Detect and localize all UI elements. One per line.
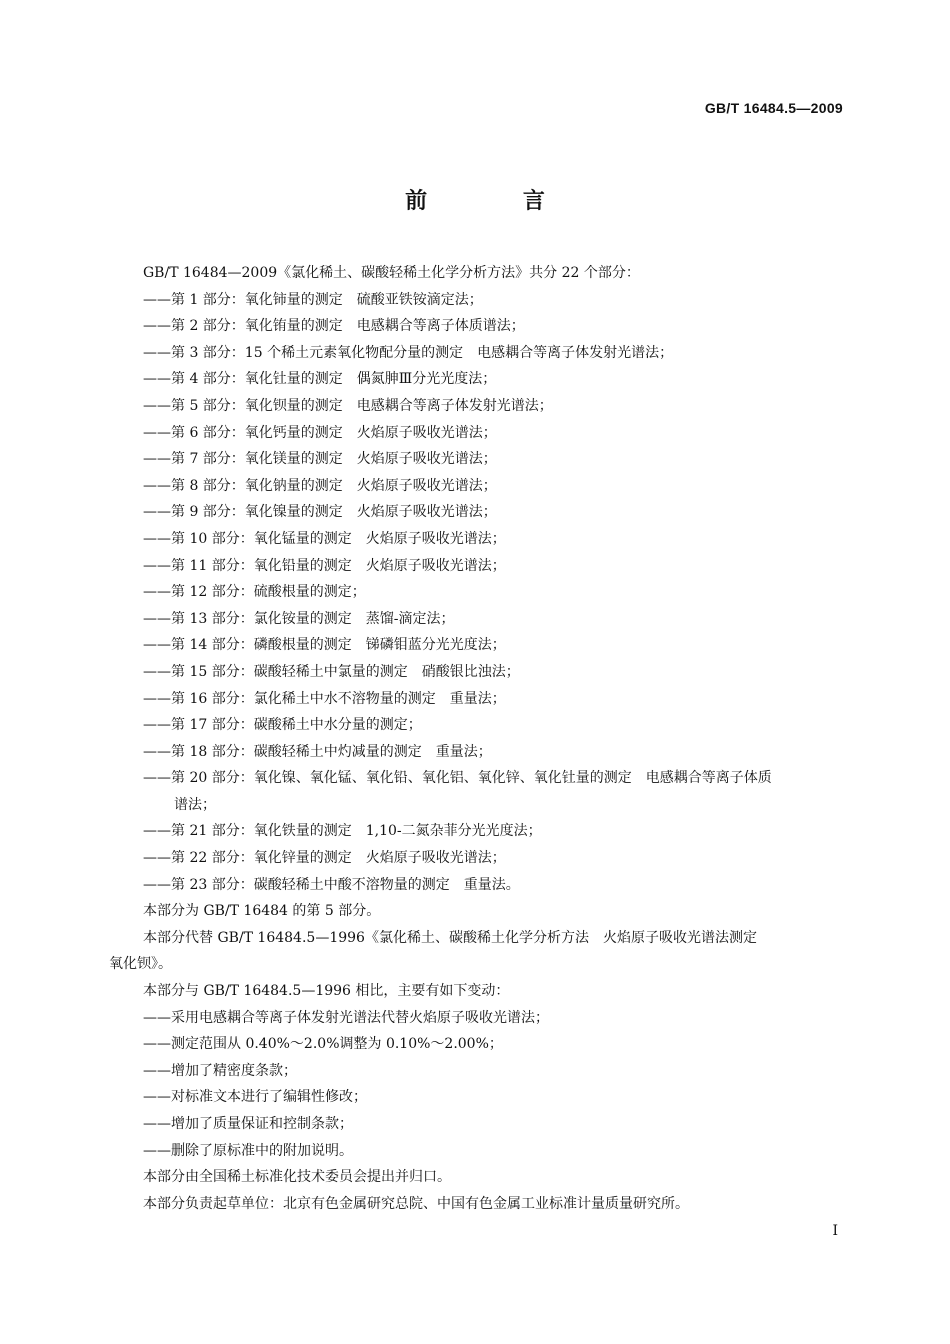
part-item: ——第 10 部分：氧化锰量的测定 火焰原子吸收光谱法； xyxy=(143,530,506,547)
part-item: ——第 8 部分：氧化钠量的测定 火焰原子吸收光谱法； xyxy=(143,477,497,494)
part-item: ——第 21 部分：氧化铁量的测定 1,10-二氮杂菲分光光度法； xyxy=(143,823,542,840)
part-item: ——第 13 部分：氯化铵量的测定 蒸馏-滴定法； xyxy=(143,610,455,627)
replaces-paragraph-continuation: 氧化钡》。 xyxy=(109,956,172,973)
part-item: ——第 2 部分：氧化铕量的测定 电感耦合等离子体质谱法； xyxy=(143,318,525,335)
part-item: ——第 16 部分：氯化稀土中水不溶物量的测定 重量法； xyxy=(143,690,506,707)
document-body xyxy=(109,260,844,1217)
part-item: ——第 7 部分：氧化镁量的测定 火焰原子吸收光谱法； xyxy=(143,451,497,468)
part-item: ——第 6 部分：氧化钙量的测定 火焰原子吸收光谱法； xyxy=(143,424,497,441)
part-item: ——第 17 部分：碳酸稀土中水分量的测定； xyxy=(143,717,422,734)
change-item: ——测定范围从 0.40%～2.0%调整为 0.10%～2.00%； xyxy=(143,1036,503,1053)
part-item: ——第 9 部分：氧化镍量的测定 火焰原子吸收光谱法； xyxy=(143,504,497,521)
change-item: ——删除了原标准中的附加说明。 xyxy=(143,1142,353,1159)
part-item: ——第 5 部分：氧化钡量的测定 电感耦合等离子体发射光谱法； xyxy=(143,397,553,414)
change-item: ——增加了质量保证和控制条款； xyxy=(143,1116,353,1132)
change-item: ——增加了精密度条款； xyxy=(143,1062,297,1079)
part-item: ——第 12 部分：硫酸根量的测定； xyxy=(143,584,366,601)
part-item: ——第 23 部分：碳酸轻稀土中酸不溶物量的测定 重量法。 xyxy=(143,876,520,893)
drafted-by: 本部分负责起草单位：北京有色金属研究总院、中国有色金属工业标准计量质量研究所。 xyxy=(143,1195,689,1212)
part-item: ——第 11 部分：氧化铅量的测定 火焰原子吸收光谱法； xyxy=(143,557,506,574)
page-title: 前 言 xyxy=(405,189,589,214)
part-item: ——第 1 部分：氧化铈量的测定 硫酸亚铁铵滴定法； xyxy=(143,291,483,308)
intro-paragraph: GB/T 16484—2009《氯化稀土、碳酸轻稀土化学分析方法》共分 22 个部分： xyxy=(143,265,640,281)
part-item: ——第 20 部分：氧化镍、氧化锰、氧化铅、氧化铝、氧化锌、氧化钍量的测定 电感耦合等离子体质 xyxy=(143,770,772,787)
changes-intro: 本部分与 GB/T 16484.5—1996 相比，主要有如下变动： xyxy=(143,983,510,1000)
part-item: ——第 3 部分：15 个稀土元素氧化物配分量的测定 电感耦合等离子体发射光谱法； xyxy=(143,344,674,361)
part-item-continuation: 谱法； xyxy=(174,796,216,813)
change-item: ——采用电感耦合等离子体发射光谱法代替火焰原子吸收光谱法； xyxy=(143,1009,549,1026)
statement-part: 本部分为 GB/T 16484 的第 5 部分。 xyxy=(143,903,381,920)
change-item: ——对标准文本进行了编辑性修改； xyxy=(143,1089,367,1106)
part-item: ——第 15 部分：碳酸轻稀土中氯量的测定 硝酸银比浊法； xyxy=(143,663,520,680)
part-item: ——第 4 部分：氧化钍量的测定 偶氮胂Ⅲ分光光度法； xyxy=(143,371,497,388)
page-number: I xyxy=(832,1223,838,1239)
proposed-by: 本部分由全国稀土标准化技术委员会提出并归口。 xyxy=(143,1169,451,1186)
part-item: ——第 22 部分：氧化锌量的测定 火焰原子吸收光谱法； xyxy=(143,850,506,867)
replaces-paragraph: 本部分代替 GB/T 16484.5—1996《氯化稀土、碳酸稀土化学分析方法 火焰原子吸收光谱法测定 xyxy=(143,929,757,946)
standard-number: GB/T 16484.5—2009 xyxy=(704,100,843,116)
part-item: ——第 14 部分：磷酸根量的测定 锑磷钼蓝分光光度法； xyxy=(143,637,506,654)
part-item: ——第 18 部分：碳酸轻稀土中灼减量的测定 重量法； xyxy=(143,743,492,760)
